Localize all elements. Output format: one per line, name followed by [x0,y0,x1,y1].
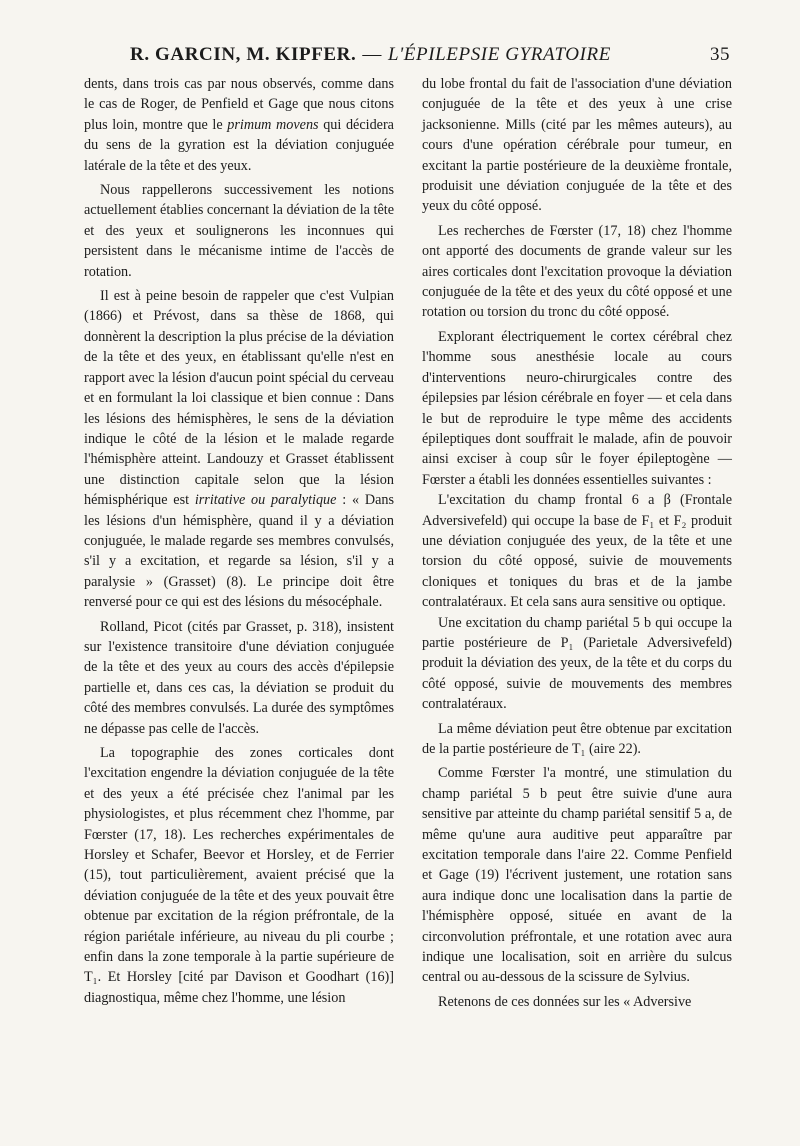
text-run: dents, dans trois cas par nous observés, comme dans le cas de Roger, de Penfield et Gage que nous citons plus loin, montre que le [84,76,394,133]
running-head [130,44,611,66]
paragraph: Nous rappellerons successivement les notions actuellement établies concernant la déviation de la tête et des yeux et soulignerons les inconnues qui persistent dans le mécanisme intime de l'accès de rotation. [84,182,395,280]
paragraph: L'excitation du champ frontal 6 a β (Frontale Adversivefeld) qui occupe la base de F₁ et F₂ produit une déviation conjuguée des yeux, de la tête et une torsion du côté opposé, suivie de mouvements cloniques et toniques du bras et de la jambe contralatéraux. Et cela sans aura sensitive ou optique. [422,492,732,611]
italic-text: primum movens [227,116,319,133]
header-authors: R. GARCIN, M. KIPFER. [130,44,357,65]
paragraph: Explorant électriquement le cortex cérébral chez l'homme sous anesthésie locale au cours d'interventions neuro-chirurgicales contre des épilepsies par lésion cérébrale en foyer — et cela dans le but de reproduire le type même des accidents épileptiques dont souffrait le malade, afin de pouvoir ainsi exciser à coup sûr le foyer épileptogène — Fœrster a établi les données essentielles suivantes : [422,328,732,488]
paragraph: La topographie des zones corticales dont l'excitation engendre la déviation conjuguée de la tête et des yeux a été précisée chez l'animal par les physiologistes, et plus récemment chez l'homme, par Fœrster (17, 18). Les recherches expérimentales de Horsley et Schafer, Beevor et Horsley, et de Ferrier (15), tout particulièrement, avaient précisé que la déviation conjuguée de la tête et des yeux pouvait être obtenue par excitation de la région préfrontale, de la région pariétale inférieure, au niveau du pli courbe ; enfin dans la zone temporale à la partie supérieure de T₁. Et Horsley [cité par Davison et Goodhart (16)] diagnostiqua, même chez l'homme, une lésion [84,745,394,1006]
header-title: L'ÉPILEPSIE GYRATOIRE [387,44,611,65]
italic-text: irritative ou paralytique [194,492,337,509]
paragraph: du lobe frontal du fait de l'association d'une déviation conjuguée de la tête et des yeux à une crise jacksonienne. Mills (cité par les mêmes auteurs), au cours d'une opération cérébrale pour tumeur, en excitant la partie postérieure de la deuxième frontale, produisit une déviation conjuguée de la tête et des yeux du côté opposé. [422,76,732,215]
text-run: Il est à peine besoin de rappeler que c'est Vulpian (1866) et Prévost, dans sa thèse de 1868, qui donnèrent la description la plus précise de la déviation de la tête et des yeux, en établissant qu'elle n'est en rapport avec la lésion d'aucun point spécial du cerveau et en formulant la loi classique et bien connue : Dans les lésions des hémisphères, le sens de la déviation indique le côté de la lésion et le malade regarde l'hémisphère atteint. Landouzy et Grasset établissent une distinction capitale selon que la lésion hémisphérique est [84,288,394,509]
paragraph [84,74,394,176]
paragraph: La même déviation peut être obtenue par excitation de la partie postérieure de T₁ (aire 22). [422,720,732,757]
page-number: 35 [710,44,730,65]
paragraph: Comme Fœrster l'a montré, une stimulation du champ pariétal 5 b peut être suivie d'une aura sensitive par atteinte du champ pariétal sensitif 5 a, de même qu'une aura auditive peut apparaître par excitation temporale dans l'aire 22. Comme Penfield et Gage (19) l'écrivent justement, une rotation sans aura indique donc une localisation dans la partie de l'hémisphère opposé, située en avant de la circonvolution préfrontale, et une rotation avec aura indique une localisation, soit en arrière du sulcus central ou au-dessous de la scissure de Sylvius. [422,765,732,986]
paragraph: Retenons de ces données sur les « Adversive [438,993,692,1010]
page-header [130,44,730,72]
text-run: qui décidera du sens de la gyration est la déviation conjuguée latérale de la tête et des yeux. [84,116,394,174]
paragraph: Rolland, Picot (cités par Grasset, p. 318), insistent sur l'existence transitoire d'une déviation conjuguée de la tête et des yeux au cours des accès d'épilepsie partielle et, dans ces cas, la déviation se produit du côté des membres convulsés. La durée des symptômes ne dépasse pas celle de l'accès. [84,618,394,737]
paragraph [84,286,394,613]
left-column [84,74,394,1008]
paragraph: Une excitation du champ pariétal 5 b qui occupe la partie postérieure de P₁ (Parietale Adversivefeld) produit la déviation des yeux, de la tête et du corps du côté opposé, suivie de mouvements des membres contralatéraux. [422,614,732,713]
paragraph: Les recherches de Fœrster (17, 18) chez l'homme ont apporté des documents de grande valeur sur les aires corticales dont l'excitation provoque la déviation conjuguée de la tête et des yeux du côté opposé et une rotation ou torsion du tronc du côté opposé. [422,222,732,321]
header-separator: — [362,44,382,65]
text-run: : « Dans les lésions d'un hémisphère, quand il y a déviation conjuguée, le malade regarde ses membres convulsés, s'il y a excitation, et regarde sa lésion, s'il y a paralysie » (Grasset) (8). Le principe doit être renversé pour ce qui est des lésions du mésocéphale. [84,492,394,611]
right-column [422,74,732,1012]
